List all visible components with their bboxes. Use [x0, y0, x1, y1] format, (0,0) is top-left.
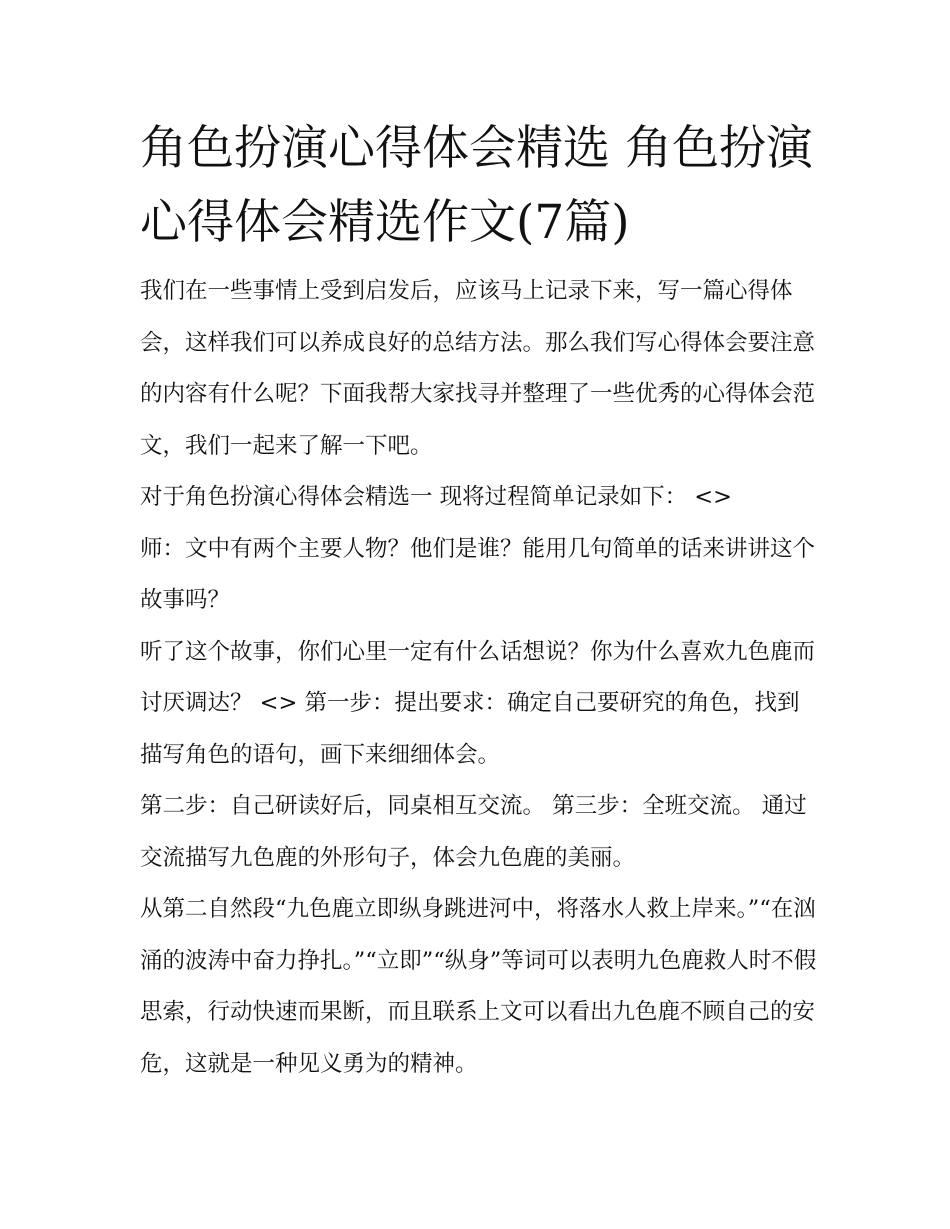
- paragraph-intro: 我们在一些事情上受到启发后，应该马上记录下来，写一篇心得体会，这样我们可以养成良好的总结方法。那么我们写心得体会要注意的内容有什么呢？下面我帮大家找寻并整理了一些优秀的心得体会范文，我们一起来了解一下吧。: [140, 278, 816, 459]
- paragraph-analysis: 从第二自然段“九色鹿立即纵身跳进河中，将落水人救上岸来。”“在汹涌的波涛中奋力挣扎。”“立即”“纵身”等词可以表明九色鹿救人时不假思索，行动快速而果断，而且联系上文可以看出九色鹿不顾自己的安危，这就是一种见义勇为的精神。: [140, 896, 817, 1077]
- paragraph-step-one: 听了这个故事，你们心里一定有什么话想说？你为什么喜欢九色鹿而讨厌调达？ <> 第一步：提出要求：确定自己要研究的角色，找到描写角色的语句，画下来细细体会。: [140, 638, 816, 768]
- paragraph-step-two-three: 第二步：自己研读好后，同桌相互交流。 第三步：全班交流。 通过交流描写九色鹿的外形句子，体会九色鹿的美丽。: [140, 793, 807, 871]
- document-page: [140, 112, 820, 1090]
- paragraph-teacher-question: 师：文中有两个主要人物？他们是谁？能用几句简单的话来讲讲这个故事吗？: [140, 535, 816, 613]
- document-title: 角色扮演心得体会精选 角色扮演心得体会精选作文(7篇): [140, 121, 813, 250]
- paragraph-record: 对于角色扮演心得体会精选一 现将过程简单记录如下： <>: [140, 484, 733, 510]
